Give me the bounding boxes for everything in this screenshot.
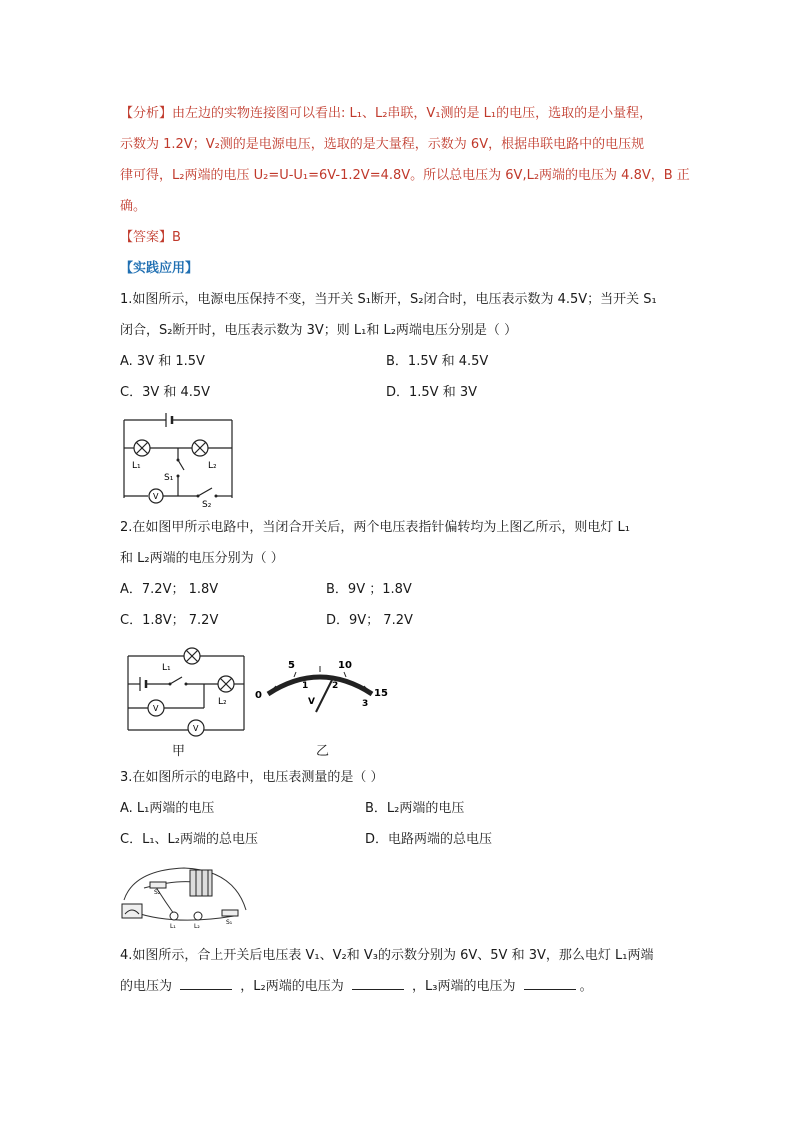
answer-value: B <box>172 230 181 245</box>
q2-dial-mark-3: 3 <box>362 699 369 709</box>
q3-fig-label-l1: L₁ <box>170 923 176 930</box>
q2-fig-label-l1: L₁ <box>162 663 171 673</box>
q3-fig-label-l2: L₂ <box>194 923 200 930</box>
analysis-line-4: 确。 <box>120 199 147 214</box>
q4-line-2 <box>120 977 593 997</box>
q3-fig-label-s2: S₂ <box>154 889 161 896</box>
q1-fig-label-s2: S₂ <box>202 500 212 508</box>
q3-option-a: A. L₁两端的电压 <box>120 801 215 816</box>
q4-blank-l1 <box>180 977 232 990</box>
q2-dial-mark-10: 10 <box>338 660 352 671</box>
analysis-line-3: 律可得，L₂两端的电压 U₂=U-U₁=6V-1.2V=4.8V。所以总电压为 6V,L₂两端的电压为 4.8V，B 正 <box>120 168 690 183</box>
answer-line <box>120 228 181 248</box>
q2-option-a: A．7.2V； 1.8V <box>120 582 219 597</box>
q2-dial-mark-0: 0 <box>255 690 262 701</box>
q1-option-a: A. 3V 和 1.5V <box>120 354 205 369</box>
analysis-tag: 【分析】 <box>120 106 173 121</box>
q2-dial-mark-2: 2 <box>332 681 339 691</box>
q2-fig-caption-jia: 甲 <box>172 744 186 759</box>
q2-option-b: B．9V ；1.8V <box>326 582 412 597</box>
q4-seg-1: 的电压为 <box>120 979 173 994</box>
q2-line-1: 2.在如图甲所示电路中，当闭合开关后，两个电压表指针偏转均为上图乙所示，则电灯 L₁ <box>120 520 630 535</box>
q2-fig-label-v1: V <box>153 704 159 713</box>
q3-option-b: B．L₂两端的电压 <box>365 801 465 816</box>
q4-seg-3: ，L₃两端的电压为 <box>412 979 516 994</box>
q1-circuit-diagram <box>118 408 238 508</box>
q2-option-d: D．9V； 7.2V <box>326 613 413 628</box>
q1-option-d: D．1.5V 和 3V <box>386 385 478 400</box>
q1-fig-label-l1: L₁ <box>132 461 141 471</box>
q1-fig-label-l2: L₂ <box>208 461 217 471</box>
q1-fig-label-v: V <box>153 492 159 501</box>
q2-fig-label-v2: V <box>193 724 199 733</box>
q1-option-b: B．1.5V 和 4.5V <box>386 354 489 369</box>
q3-line-1: 3.在如图所示的电路中，电压表测量的是（ ） <box>120 770 384 785</box>
q2-fig-caption-yi: 乙 <box>316 744 330 759</box>
q2-voltmeter-dial-yi <box>250 652 400 722</box>
q1-fig-label-s1: S₁ <box>164 473 174 483</box>
section-title: 【实践应用】 <box>120 261 199 276</box>
q4-seg-2: ，L₂两端的电压为 <box>240 979 344 994</box>
q2-dial-label-v: V <box>308 697 315 707</box>
q4-blank-l3 <box>524 977 576 990</box>
q4-line-1: 4.如图所示，合上开关后电压表 V₁、V₂和 V₃的示数分别为 6V、5V 和 3V，那么电灯 L₁两端 <box>120 948 654 963</box>
q1-line-1: 1.如图所示，电源电压保持不变，当开关 S₁断开，S₂闭合时，电压表示数为 4.5V；当开关 S₁ <box>120 292 657 307</box>
q3-option-d: D．电路两端的总电压 <box>365 832 493 847</box>
q2-dial-mark-5: 5 <box>288 660 295 671</box>
q4-seg-4: 。 <box>579 979 593 994</box>
q1-option-c: C．3V 和 4.5V <box>120 385 211 400</box>
q4-blank-l2 <box>352 977 404 990</box>
answer-tag: 【答案】 <box>120 230 173 245</box>
analysis-line-2: 示数为 1.2V；V₂测的是电源电压，选取的是大量程，示数为 6V，根据串联电路中的电压规 <box>120 137 645 152</box>
q3-fig-label-s1: S₁ <box>226 919 233 926</box>
q3-option-c: C．L₁、L₂两端的总电压 <box>120 832 258 847</box>
q2-line-2: 和 L₂两端的电压分别为（ ） <box>120 551 284 566</box>
q1-line-2: 闭合，S₂断开时，电压表示数为 3V；则 L₁和 L₂两端电压分别是（ ） <box>120 323 518 338</box>
q2-dial-mark-1: 1 <box>302 681 309 691</box>
q2-dial-mark-15: 15 <box>374 688 388 699</box>
q2-fig-label-l2: L₂ <box>218 697 227 707</box>
q3-physical-circuit <box>114 860 254 930</box>
q2-circuit-jia <box>120 646 250 738</box>
analysis-text-1: 由左边的实物连接图可以看出: L₁、L₂串联，V₁测的是 L₁的电压，选取的是小量程， <box>172 106 653 121</box>
q2-option-c: C．1.8V； 7.2V <box>120 613 219 628</box>
analysis-line-1 <box>120 104 652 124</box>
